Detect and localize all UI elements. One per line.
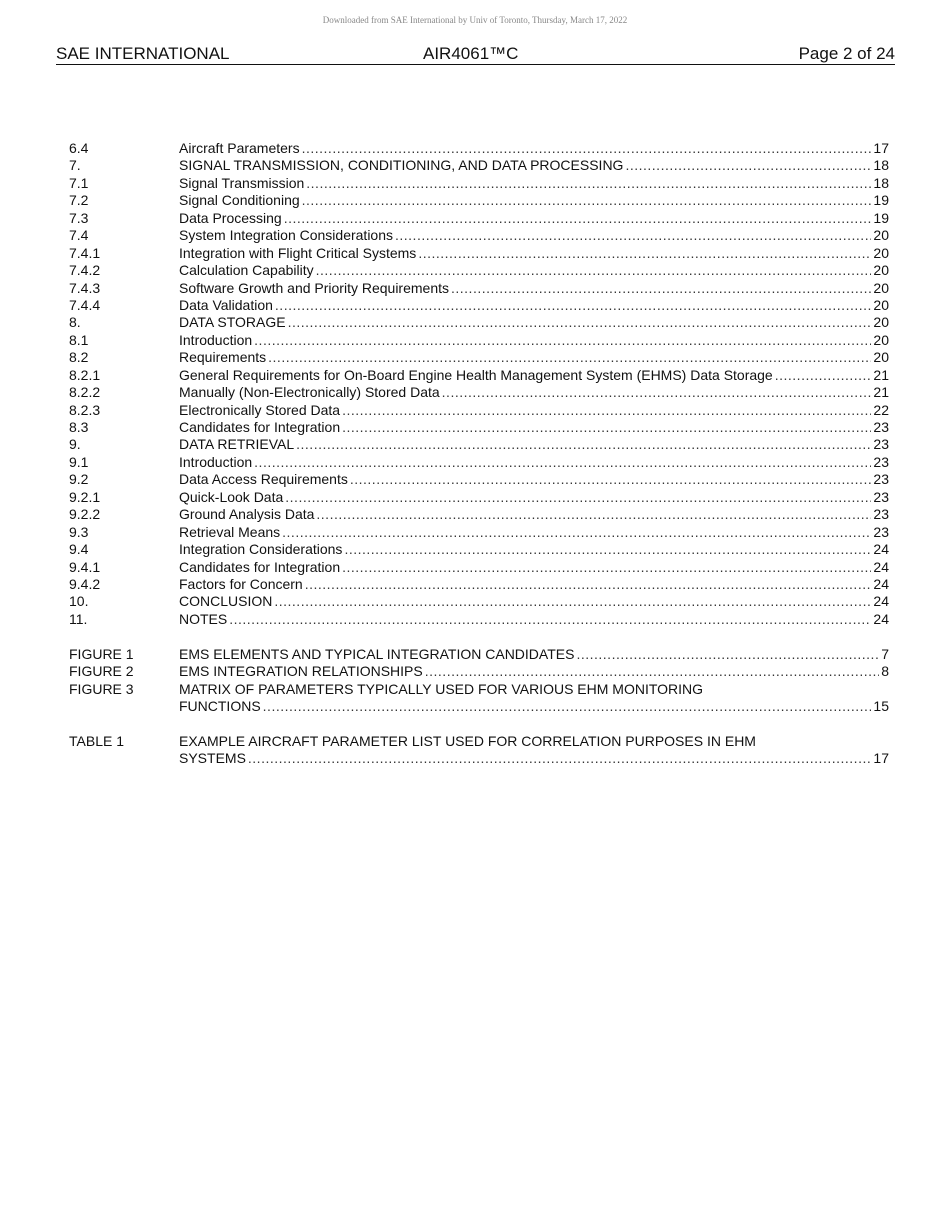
toc-entry[interactable]	[69, 314, 889, 331]
toc-leader-dots	[285, 489, 871, 506]
toc-entry-title: Calculation Capability	[179, 262, 314, 279]
toc-entry-title: CONCLUSION	[179, 593, 273, 610]
toc-entry-page: 24	[873, 558, 889, 575]
toc-entry-title: DATA RETRIEVAL	[179, 436, 295, 453]
toc-entry-number: 8.2.1	[69, 366, 101, 383]
toc-entry-number: 9.2.1	[69, 488, 101, 505]
toc-entry-title: DATA STORAGE	[179, 314, 286, 331]
toc-entry[interactable]	[69, 140, 889, 157]
toc-entry[interactable]	[69, 611, 889, 628]
header-org: SAE INTERNATIONAL	[56, 44, 230, 63]
toc-leader-dots	[442, 384, 872, 401]
toc-entry[interactable]	[69, 192, 889, 209]
toc-figure-row[interactable]	[69, 681, 889, 698]
toc-entry[interactable]	[69, 524, 889, 541]
toc-figure-title: EMS INTEGRATION RELATIONSHIPS	[179, 663, 423, 680]
toc-entry[interactable]	[69, 297, 889, 314]
toc-entry-page: 20	[873, 349, 889, 366]
toc-leader-dots	[275, 297, 872, 314]
toc-leader-dots	[344, 541, 871, 558]
toc-entry-number: 11.	[69, 610, 88, 627]
toc-entry[interactable]	[69, 332, 889, 349]
download-note: Downloaded from SAE International by Univ of Toronto, Thursday, March 17, 2022	[322, 15, 628, 25]
toc-table-title-line2: SYSTEMS	[179, 750, 246, 767]
toc-entry[interactable]	[69, 559, 889, 576]
toc-entry-page: 18	[873, 157, 889, 174]
toc-leader-dots	[268, 349, 871, 366]
toc-leader-dots	[288, 314, 872, 331]
toc-leader-dots	[254, 332, 871, 349]
toc-entry-title: Manually (Non-Electronically) Stored Data	[179, 384, 440, 401]
toc-leader-dots	[302, 192, 872, 209]
toc-entry-number: 7.4.3	[69, 279, 101, 296]
toc-entry-page: 21	[873, 384, 889, 401]
toc-entry-page: 23	[873, 471, 889, 488]
toc-entry-title: Ground Analysis Data	[179, 506, 315, 523]
toc-figure-title-line1: MATRIX OF PARAMETERS TYPICALLY USED FOR VARIOUS EHM MONITORING	[179, 680, 704, 697]
toc-entry-page: 23	[873, 419, 889, 435]
toc-entry-number: 10.	[69, 593, 89, 610]
toc-leader-dots	[625, 157, 871, 174]
toc-leader-dots	[316, 506, 871, 523]
table-of-contents	[69, 140, 889, 768]
toc-entry-page: 20	[873, 279, 889, 296]
toc-entry-page: 23	[873, 453, 889, 470]
toc-entry-page: 20	[873, 331, 889, 348]
toc-entry-number: 9.	[69, 436, 81, 453]
toc-leader-dots	[342, 559, 871, 576]
toc-entry-page: 19	[873, 209, 889, 226]
toc-entry-number: 8.2.2	[69, 384, 101, 401]
toc-entry[interactable]	[69, 593, 889, 610]
toc-table-page: 17	[873, 750, 889, 767]
toc-entry-number: 8.3	[69, 419, 89, 435]
toc-entry[interactable]	[69, 576, 889, 593]
toc-entry-title: Introduction	[179, 331, 253, 348]
toc-entry[interactable]	[69, 471, 889, 488]
toc-entry[interactable]	[69, 436, 889, 453]
toc-leader-dots	[306, 175, 871, 192]
toc-leader-dots	[316, 262, 872, 279]
toc-table-row-continued[interactable]	[69, 750, 889, 767]
toc-entry-page: 23	[873, 488, 889, 505]
toc-entry-number: 8.1	[69, 331, 89, 348]
toc-entry-page: 19	[873, 192, 889, 209]
toc-figure-page: 8	[881, 663, 889, 680]
header-doc-id: AIR4061™C	[423, 44, 519, 63]
toc-entry-title: General Requirements for On-Board Engine Health Management System (EHMS) Data Storage	[179, 366, 773, 383]
toc-entry-title: Signal Transmission	[179, 174, 305, 191]
toc-entry-title: Integration with Flight Critical Systems	[179, 244, 417, 261]
toc-entry[interactable]	[69, 454, 889, 471]
toc-entry-number: 7.4.1	[69, 244, 101, 261]
toc-entry-title: Quick-Look Data	[179, 488, 284, 505]
toc-entry[interactable]	[69, 280, 889, 297]
toc-entry-page: 23	[873, 436, 889, 453]
toc-entry-number: 7.3	[69, 209, 89, 226]
toc-entry-number: 9.2	[69, 471, 89, 488]
toc-entry-number: 6.4	[69, 140, 89, 156]
toc-entry-page: 17	[873, 140, 889, 156]
page-header	[56, 44, 895, 65]
header-page-number: Page 2 of 24	[798, 44, 895, 63]
toc-leader-dots	[451, 280, 871, 297]
toc-entry[interactable]	[69, 489, 889, 506]
toc-entry[interactable]	[69, 262, 889, 279]
toc-leader-dots	[282, 524, 871, 541]
toc-entry-page: 21	[873, 366, 889, 383]
toc-entry[interactable]	[69, 367, 889, 384]
toc-entry-number: 7.4.2	[69, 262, 101, 279]
toc-entry-title: Retrieval Means	[179, 523, 281, 540]
toc-entry-number: 8.	[69, 314, 81, 331]
toc-entry[interactable]	[69, 227, 889, 244]
toc-leader-dots	[296, 436, 871, 453]
toc-entry-title: Introduction	[179, 453, 253, 470]
toc-leader-dots	[302, 140, 872, 157]
toc-entry-page: 20	[873, 314, 889, 331]
toc-entry-number: 9.4.1	[69, 558, 101, 575]
toc-figure-page: 7	[881, 645, 889, 662]
toc-entry-page: 23	[873, 506, 889, 523]
toc-leader-dots	[395, 227, 871, 244]
toc-entry[interactable]	[69, 175, 889, 192]
toc-entry-page: 20	[873, 244, 889, 261]
toc-entry-number: 9.4.2	[69, 575, 101, 592]
toc-entry-number: 9.3	[69, 523, 89, 540]
toc-entry-number: 7.4.4	[69, 296, 101, 313]
toc-entry-title: Data Processing	[179, 209, 282, 226]
toc-entry[interactable]	[69, 506, 889, 523]
toc-leader-dots	[350, 471, 872, 488]
toc-table-row[interactable]	[69, 733, 889, 750]
toc-figure-number: FIGURE 1	[69, 645, 134, 662]
toc-entry-number: 8.2.3	[69, 401, 101, 418]
toc-figure-title-line2: FUNCTIONS	[179, 698, 261, 714]
toc-entry-number: 9.1	[69, 453, 89, 470]
toc-figure-row-continued[interactable]	[69, 698, 889, 715]
toc-entry-number: 7.4	[69, 227, 89, 244]
toc-entry-number: 8.2	[69, 349, 89, 366]
toc-entry-page: 24	[873, 541, 889, 558]
toc-entry[interactable]	[69, 541, 889, 558]
toc-figure-page: 15	[873, 698, 889, 714]
toc-entry-title: Aircraft Parameters	[179, 140, 300, 156]
toc-figure-number: FIGURE 2	[69, 663, 134, 680]
toc-entry-title: System Integration Considerations	[179, 227, 393, 244]
toc-entry-number: 7.	[69, 157, 81, 174]
toc-entry-number: 9.2.2	[69, 506, 101, 523]
toc-figure-row[interactable]	[69, 646, 889, 663]
toc-entry-page: 20	[873, 296, 889, 313]
toc-entry[interactable]	[69, 245, 889, 262]
toc-entry-title: Data Access Requirements	[179, 471, 348, 488]
toc-entry-page: 24	[873, 575, 889, 592]
toc-entry-title: Integration Considerations	[179, 541, 343, 558]
toc-leader-dots	[342, 419, 871, 436]
toc-entry[interactable]	[69, 419, 889, 436]
toc-entry-title: Candidates for Integration	[179, 558, 341, 575]
toc-entry-title: Data Validation	[179, 296, 273, 313]
toc-entry-page: 18	[873, 174, 889, 191]
toc-entry-title: Electronically Stored Data	[179, 401, 341, 418]
toc-entry[interactable]	[69, 384, 889, 401]
toc-entry[interactable]	[69, 349, 889, 366]
toc-leader-dots	[342, 402, 871, 419]
toc-entry-page: 20	[873, 262, 889, 279]
toc-leader-dots	[305, 576, 872, 593]
toc-entry-page: 24	[873, 610, 889, 627]
toc-entry-number: 7.2	[69, 192, 89, 209]
toc-entry-title: Software Growth and Priority Requirements	[179, 279, 449, 296]
toc-entry-title: Requirements	[179, 349, 267, 366]
toc-table-title-line1: EXAMPLE AIRCRAFT PARAMETER LIST USED FOR CORRELATION PURPOSES IN EHM	[179, 732, 756, 749]
toc-leader-dots	[284, 210, 872, 227]
toc-entry-title: Factors for Concern	[179, 575, 303, 592]
toc-leader-dots	[418, 245, 871, 262]
toc-entry-title: NOTES	[179, 610, 228, 627]
toc-entry[interactable]	[69, 210, 889, 227]
toc-entry-number: 7.1	[69, 174, 89, 191]
toc-leader-dots	[229, 611, 871, 628]
toc-entry-title: Signal Conditioning	[179, 192, 300, 209]
toc-entry-number: 9.4	[69, 541, 89, 558]
toc-entry[interactable]	[69, 157, 889, 174]
toc-entry-page: 24	[873, 593, 889, 610]
toc-entry-page: 23	[873, 523, 889, 540]
toc-entry[interactable]	[69, 402, 889, 419]
toc-entry-title: Candidates for Integration	[179, 419, 341, 435]
toc-figure-title: EMS ELEMENTS AND TYPICAL INTEGRATION CANDIDATES	[179, 645, 575, 662]
toc-figure-row[interactable]	[69, 663, 889, 680]
toc-leader-dots	[274, 593, 871, 610]
toc-leader-dots	[775, 367, 872, 384]
toc-entry-title: SIGNAL TRANSMISSION, CONDITIONING, AND DATA PROCESSING	[179, 157, 624, 174]
toc-leader-dots	[254, 454, 871, 471]
toc-entry-page: 20	[873, 227, 889, 244]
toc-entry-page: 22	[873, 401, 889, 418]
toc-table-number: TABLE 1	[69, 732, 124, 749]
toc-figure-number: FIGURE 3	[69, 680, 134, 697]
